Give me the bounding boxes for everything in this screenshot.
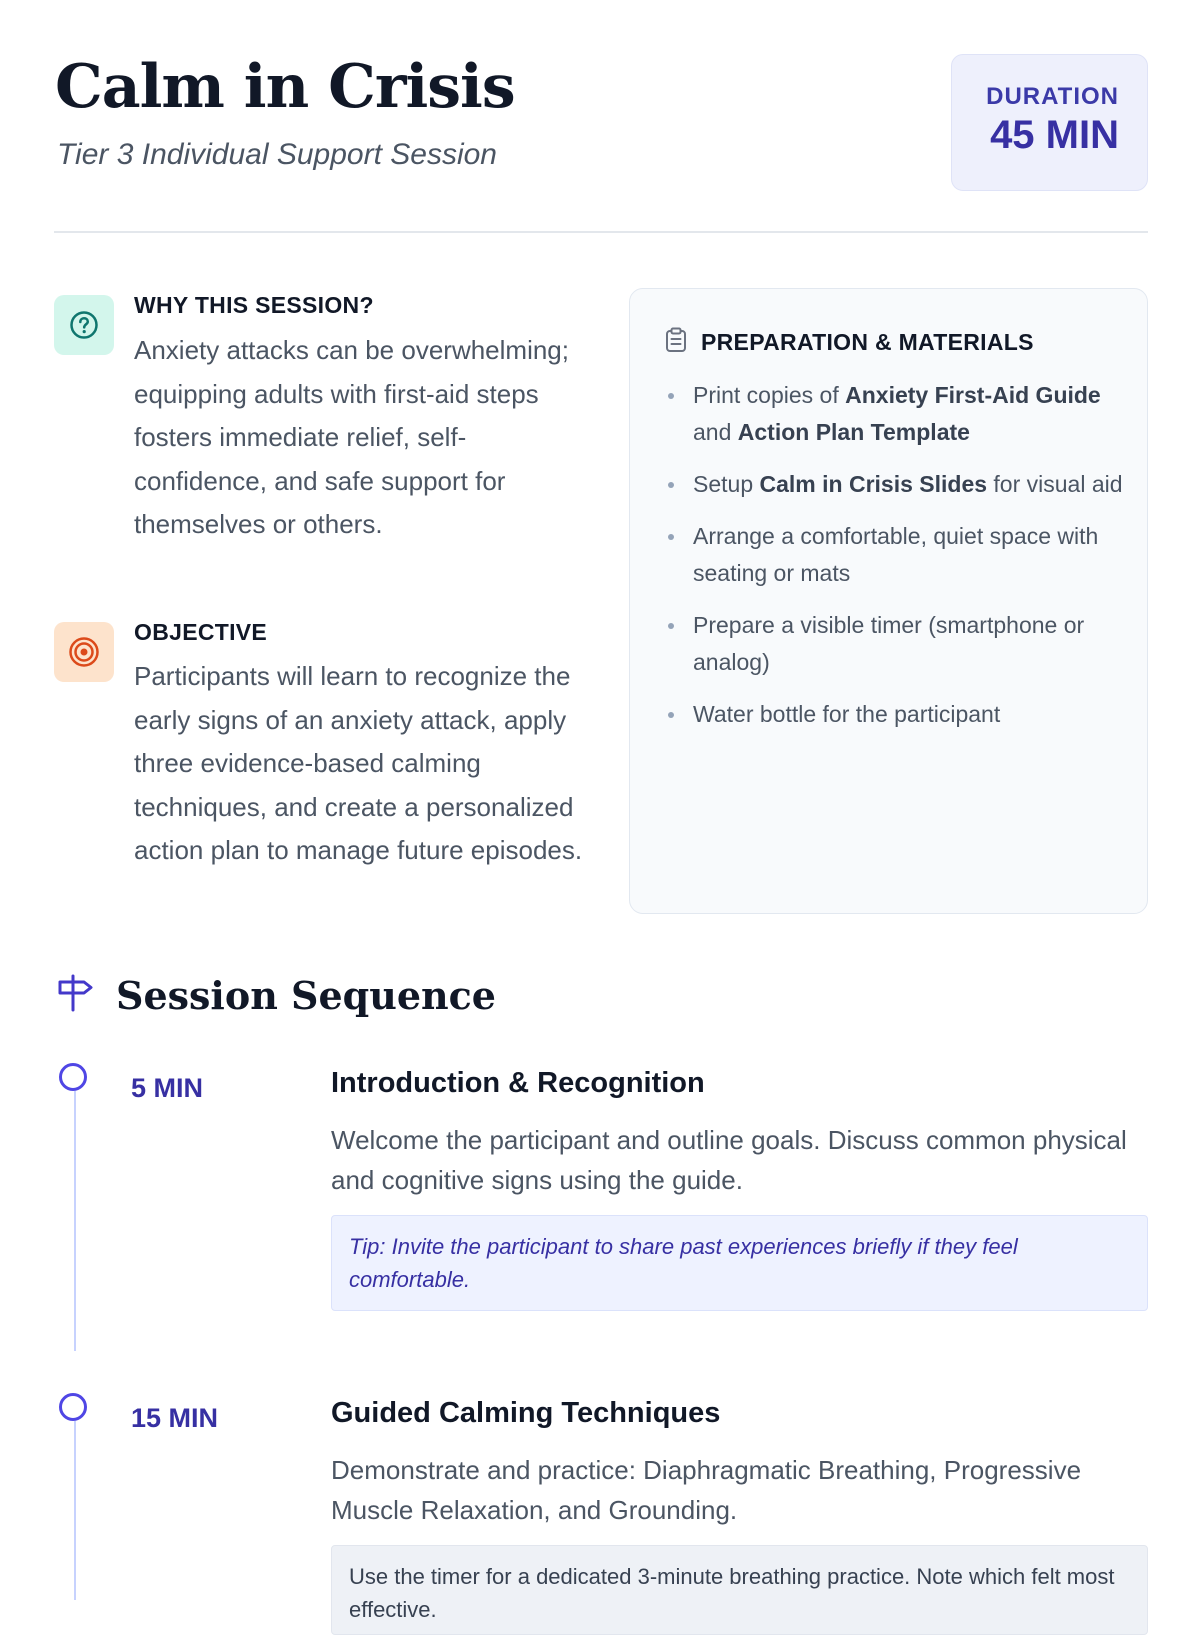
duration-label: DURATION bbox=[986, 83, 1119, 110]
step-title: Guided Calming Techniques bbox=[331, 1397, 721, 1429]
materials-heading: PREPARATION & MATERIALS bbox=[701, 329, 1034, 355]
timeline-node bbox=[59, 1063, 87, 1091]
duration-badge bbox=[951, 54, 1148, 191]
step-description: Welcome the participant and outline goals. Discuss common physical and cognitive signs using the guide. bbox=[331, 1125, 1127, 1195]
step-tip: Tip: Invite the participant to share past experiences briefly if they feel comfortable. bbox=[331, 1215, 1148, 1311]
signpost-icon bbox=[56, 974, 94, 1017]
question-circle-icon bbox=[54, 295, 114, 355]
timeline-line bbox=[74, 1421, 76, 1600]
step-description: Demonstrate and practice: Diaphragmatic Breathing, Progressive Muscle Relaxation, and Grounding. bbox=[331, 1455, 1082, 1525]
sequence-header bbox=[56, 973, 496, 1018]
why-body: Anxiety attacks can be overwhelming; equipping adults with first-aid steps fosters immediate relief, self-confidence, and safe support for themselves or others. bbox=[134, 335, 569, 539]
duration-value: 45 MIN bbox=[990, 113, 1119, 157]
step-title: Introduction & Recognition bbox=[331, 1067, 705, 1099]
page-subtitle: Tier 3 Individual Support Session bbox=[57, 138, 497, 171]
list-item: Setup Calm in Crisis Slides for visual aid bbox=[665, 466, 1125, 503]
step-duration: 5 MIN bbox=[131, 1073, 204, 1103]
materials-header bbox=[665, 327, 1034, 358]
timeline-node bbox=[59, 1393, 87, 1421]
page-title: Calm in Crisis bbox=[55, 52, 515, 122]
sequence-heading: Session Sequence bbox=[116, 973, 496, 1018]
list-item: Water bottle for the participant bbox=[665, 696, 1125, 733]
list-item: Print copies of Anxiety First-Aid Guide and Action Plan Template bbox=[665, 377, 1125, 451]
step-note: Use the timer for a dedicated 3-minute breathing practice. Note which felt most effective. bbox=[331, 1545, 1148, 1635]
clipboard-icon bbox=[665, 327, 687, 358]
materials-list bbox=[665, 377, 1125, 748]
list-item: Prepare a visible timer (smartphone or analog) bbox=[665, 607, 1125, 681]
list-item: Arrange a comfortable, quiet space with seating or mats bbox=[665, 518, 1125, 592]
timeline-line bbox=[74, 1091, 76, 1351]
target-icon bbox=[54, 622, 114, 682]
why-heading: WHY THIS SESSION? bbox=[134, 292, 374, 318]
objective-body: Participants will learn to recognize the early signs of an anxiety attack, apply three evidence-based calming techniques, and create a personalized action plan to manage future episodes. bbox=[134, 661, 583, 865]
objective-heading: OBJECTIVE bbox=[134, 619, 268, 645]
materials-card bbox=[629, 288, 1148, 914]
header-divider bbox=[54, 231, 1148, 233]
step-duration: 15 MIN bbox=[131, 1403, 219, 1433]
